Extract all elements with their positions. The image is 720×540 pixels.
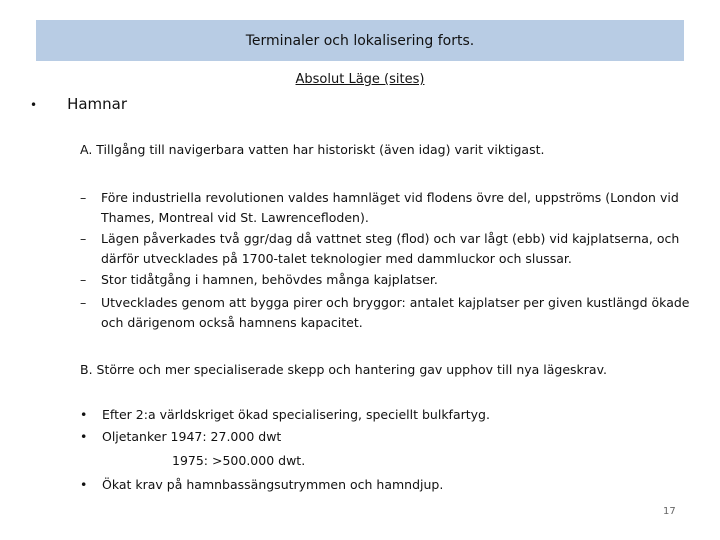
dash-item-text: Stor tidåtgång i hamnen, behövdes många kajplatser. [101,272,438,287]
dot-item [80,427,281,447]
bullet-icon: • [80,407,88,422]
page-number: 17 [663,506,676,517]
dash-item [80,229,690,269]
bullet-icon: • [80,429,88,444]
dash-item [80,188,690,228]
item-a: A. Tillgång till navigerbara vatten har historiskt (även idag) varit viktigast. [80,142,545,157]
oil-continuation: 1975: >500.000 dwt. [172,453,306,468]
section-heading-row [30,95,127,115]
section-heading: Hamnar [67,95,128,113]
dash-icon: – [80,295,87,310]
dash-icon: – [80,231,87,246]
dash-icon: – [80,190,87,205]
dash-item-text: Utvecklades genom att bygga pirer och bryggor: antalet kajplatser per given kustlängd ökade och därigenom också hamnens kapacitet. [101,295,690,330]
dash-item [80,270,690,290]
slide-subtitle: Absolut Läge (sites) [295,72,425,87]
slide-title: Terminaler och lokalisering forts. [245,32,475,49]
dash-item-text: Lägen påverkades två ggr/dag då vattnet steg (flod) och var lågt (ebb) vid kajplatserna, och därför utvecklades på 1700-talet teknologier med dammluckor och slussar. [101,231,680,266]
dot-item-text: Oljetanker 1947: 27.000 dwt [102,429,282,444]
bullet-icon: • [30,98,38,112]
item-b: B. Större och mer specialiserade skepp och hantering gav upphov till nya lägeskrav. [80,362,607,377]
slide-title-bar [36,20,684,61]
dot-item-text: Efter 2:a världskriget ökad specialisering, speciellt bulkfartyg. [102,407,490,422]
dash-item-text: Före industriella revolutionen valdes hamnläget vid flodens övre del, uppströms (London vid Thames, Montreal vid St. Lawrencefloden). [101,190,679,225]
dash-item [80,293,690,333]
dot-item [80,405,490,425]
bullet-icon: • [80,477,88,492]
dash-icon: – [80,272,87,287]
dot-item-text: Ökat krav på hamnbassängsutrymmen och hamndjup. [102,477,444,492]
dot-item [80,475,443,495]
